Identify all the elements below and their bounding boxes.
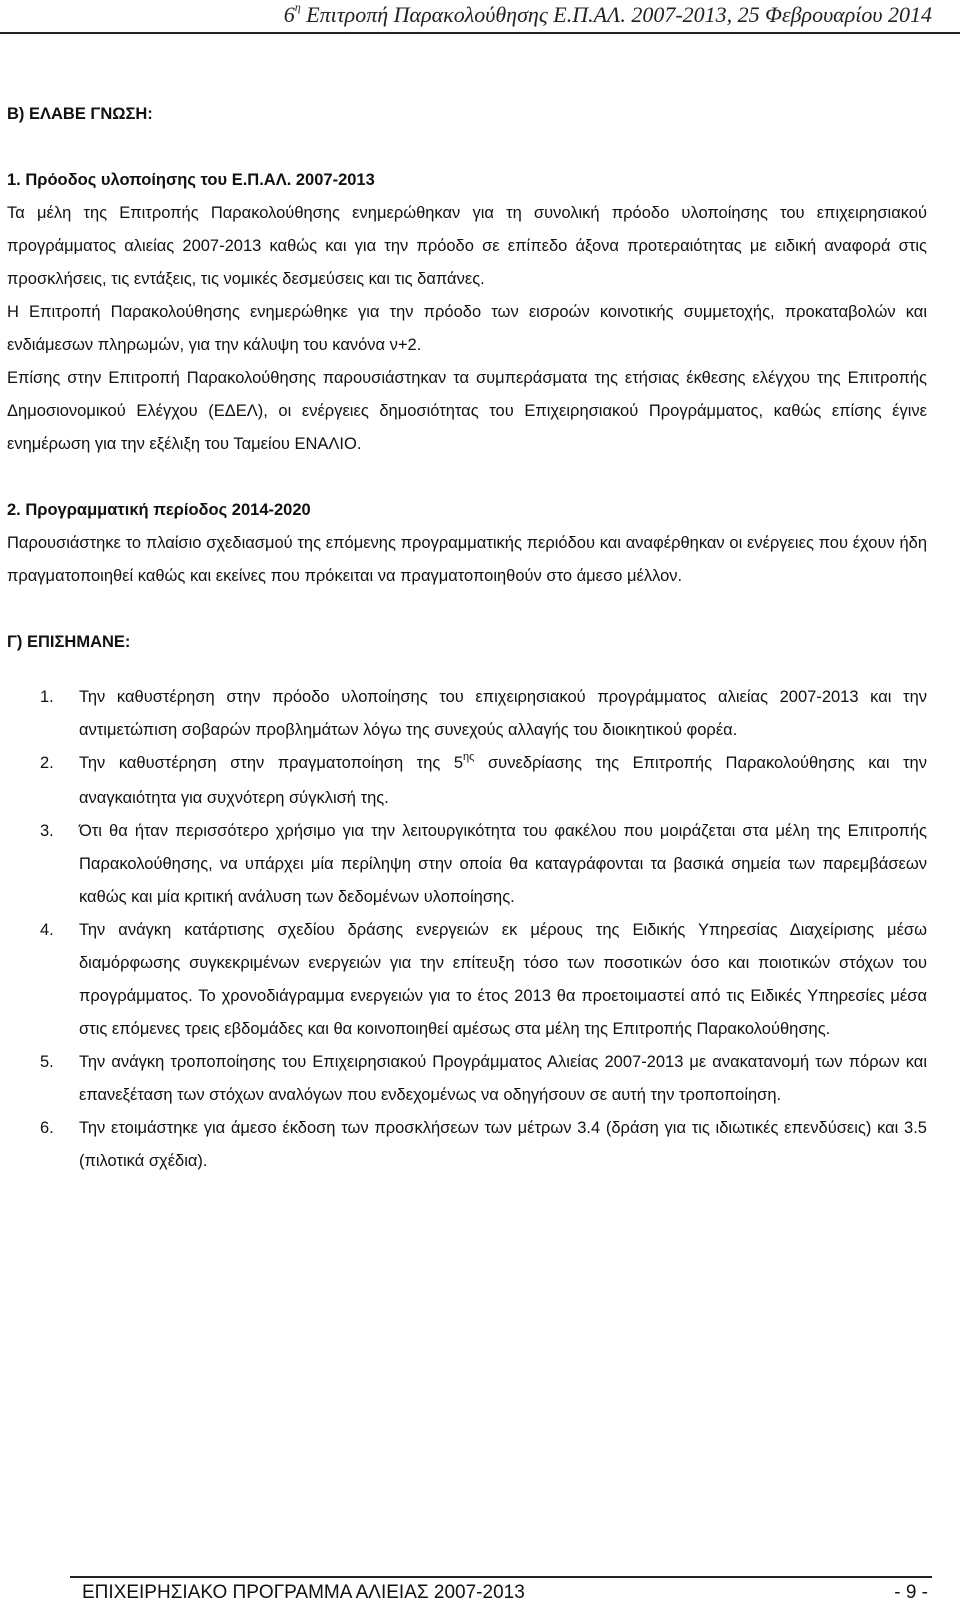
list-item-text: Την καθυστέρηση στην πραγματοποίηση της 5 xyxy=(79,754,464,772)
footer-program-title: ΕΠΙΧΕΙΡΗΣΙΑΚΟ ΠΡΟΓΡΑΜΜΑ ΑΛΙΕΙΑΣ 2007-2013 xyxy=(82,1582,525,1603)
list-item xyxy=(7,815,927,914)
paragraph: Επίσης στην Επιτροπή Παρακολούθησης παρουσιάστηκαν τα συμπεράσματα της ετήσιας έκθεσης ελέγχου της Επιτροπής Δημοσιονομικού Ελέγχου (ΕΔΕΛ), οι ενέργειες δημοσιότητας του Επιχειρησιακού Προγράμματος, καθώς επίσης έγινε ενημέρωση για την εξέλιξη του Ταμείου ΕΝΑΛΙΟ. xyxy=(7,369,927,453)
list-item-text: Την ανάγκη κατάρτισης σχεδίου δράσης ενεργειών εκ μέρους της Ειδικής Υπηρεσίας Διαχείρισης μέσω διαμόρφωσης συγκεκριμένων ενεργειών για την επίτευξη τόσο των ποσοτικών όσο και ποιοτικών στόχων του προγράμματος. Το χρονοδιάγραμμα ενεργειών για το έτος 2013 θα προετοιμαστεί από τις Ειδικές Υπηρεσίες μέσα στις επόμενες τρεις εβδομάδες και θα κοινοποιηθεί αμέσως στα μέλη της Επιτροπής Παρακολούθησης. xyxy=(79,921,927,1038)
list-item xyxy=(7,1112,927,1178)
header-title-text: Επιτροπή Παρακολούθησης Ε.Π.ΑΛ. 2007-2013, 25 Φεβρουαρίου 2014 xyxy=(306,2,932,27)
list-item-number: 1. xyxy=(40,688,54,706)
section-b-heading: Β) ΕΛΑΒΕ ΓΝΩΣΗ: xyxy=(7,105,153,123)
page-header xyxy=(0,0,960,32)
subsection-2-title: 2. Προγραμματική περίοδος 2014-2020 xyxy=(7,501,311,519)
list-item-text: συνεδρίασης της Επιτροπής Παρακολούθησης και την αναγκαιότητα για συχνότερη σύγκλισή της. xyxy=(79,754,927,807)
paragraph: Η Επιτροπή Παρακολούθησης ενημερώθηκε για την πρόοδο των εισροών κοινοτικής συμμετοχής, προκαταβολών και ενδιάμεσων πληρωμών, για την κάλυψη του κανόνα ν+2. xyxy=(7,303,927,354)
list-item-number: 4. xyxy=(40,921,54,939)
list-item-text: Την ετοιμάστηκε για άμεσο έκδοση των προσκλήσεων των μέτρων 3.4 (δράση για τις ιδιωτικές επενδύσεις) και 3.5 (πιλοτικά σχέδια). xyxy=(79,1119,927,1170)
subsection-1-title: 1. Πρόοδος υλοποίησης του Ε.Π.ΑΛ. 2007-2013 xyxy=(7,171,375,189)
page-number: - 9 - xyxy=(894,1582,928,1603)
paragraph: Παρουσιάστηκε το πλαίσιο σχεδιασμού της επόμενης προγραμματικής περιόδου και αναφέρθηκαν οι ενέργειες που έχουν ήδη πραγματοποιηθεί καθώς και εκείνες που πρόκειται να πραγματοποιηθούν στο άμεσο μέλλον. xyxy=(7,534,927,585)
list-item xyxy=(7,1046,927,1112)
header-ordinal-suffix: η xyxy=(294,0,301,14)
list-item-number: 2. xyxy=(40,754,54,772)
list-item xyxy=(7,914,927,1046)
paragraph: Τα μέλη της Επιτροπής Παρακολούθησης ενημερώθηκαν για τη συνολική πρόοδο υλοποίησης του επιχειρησιακού προγράμματος αλιείας 2007-2013 καθώς και για την πρόοδο σε επίπεδο άξονα προτεραιότητας με ειδική αναφορά στις προσκλήσεις, τις εντάξεις, τις νομικές δεσμεύσεις και τις δαπάνες. xyxy=(7,204,927,288)
document-body xyxy=(7,98,927,1178)
list-item xyxy=(7,747,927,815)
header-divider xyxy=(0,32,960,34)
list-item-number: 3. xyxy=(40,822,54,840)
list-item xyxy=(7,681,927,747)
list-item-text: Την ανάγκη τροποποίησης του Επιχειρησιακού Προγράμματος Αλιείας 2007-2013 με ανακατανομή των πόρων και επανεξέταση των στόχων αναλόγων που ενδεχομένως να οδηγήσουν σε αυτή την τροποποίηση. xyxy=(79,1053,927,1104)
list-item-text: Ότι θα ήταν περισσότερο χρήσιμο για την λειτουργικότητα του φακέλου που μοιράζεται στα μέλη της Επιτροπής Παρακολούθησης, να υπάρχει μία περίληψη στην οποία θα καταγράφονται τα βασικά σημεία των παρεμβάσεων καθώς και μία κριτική ανάλυση των δεδομένων υλοποίησης. xyxy=(79,822,927,906)
ordinal-suffix: ης xyxy=(463,751,475,763)
footer-divider xyxy=(70,1576,932,1578)
header-meeting-number: 6 xyxy=(283,2,295,27)
list-item-text: Την καθυστέρηση στην πρόοδο υλοποίησης του επιχειρησιακού προγράμματος αλιείας 2007-2013 και την αντιμετώπιση σοβαρών προβλημάτων λόγω της συνεχούς αλλαγής του διοικητικού φορέα. xyxy=(79,688,927,739)
remarks-list xyxy=(7,681,927,1178)
list-item-number: 6. xyxy=(40,1119,54,1137)
section-c-heading: Γ) ΕΠΙΣΗΜΑΝΕ: xyxy=(7,633,131,651)
header-title xyxy=(284,2,932,28)
list-item-number: 5. xyxy=(40,1053,54,1071)
